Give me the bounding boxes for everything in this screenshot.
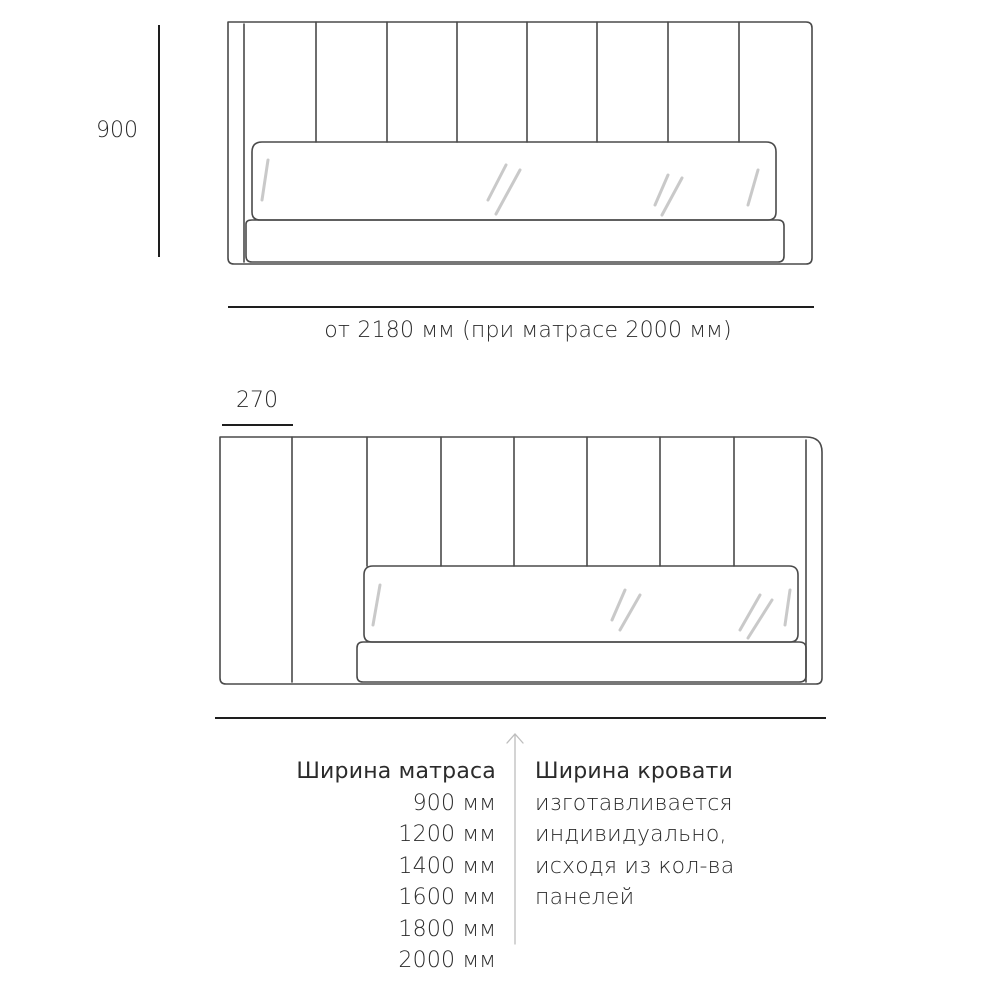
mattress-width-item: 2000 мм — [398, 948, 496, 973]
mattress-width-title: Ширина матраса — [296, 759, 496, 784]
top-shine-mark — [748, 170, 758, 205]
bed-width-note-line: изготавливается — [535, 790, 733, 816]
bottom-shine-mark — [748, 600, 772, 638]
bed-width-note-line: исходя из кол-ва — [535, 853, 735, 879]
arrow-up-icon — [507, 734, 523, 944]
bottom-mattress — [364, 566, 798, 642]
bed-width-column — [535, 756, 795, 914]
top-shine-mark — [655, 175, 668, 205]
top-bed-base — [246, 220, 784, 262]
height-label: 900 — [96, 118, 138, 143]
mattress-width-item: 1400 мм — [398, 853, 496, 879]
depth-label: 270 — [236, 388, 278, 413]
bed-width-note-line: индивидуально, — [535, 822, 727, 847]
bottom-shine-mark — [373, 585, 380, 625]
bed-width-title: Ширина кровати — [535, 759, 734, 784]
bed-width-note-line: панелей — [535, 885, 635, 910]
mattress-width-item: 1600 мм — [398, 885, 496, 910]
width-label: от 2180 мм (при матрасе 2000 мм) — [324, 318, 732, 343]
mattress-width-item: 1200 мм — [398, 822, 496, 847]
mattress-width-item: 900 мм — [412, 790, 496, 816]
mattress-width-item: 1800 мм — [398, 916, 496, 942]
top-shine-mark — [262, 160, 268, 200]
bottom-shine-mark — [620, 595, 640, 630]
bottom-shine-mark — [612, 590, 625, 620]
bottom-bed-base — [357, 642, 806, 682]
bottom-shine-mark — [785, 590, 790, 625]
top-shine-mark — [488, 165, 506, 200]
mattress-width-column — [236, 756, 496, 977]
bottom-headboard-outline — [220, 437, 822, 684]
